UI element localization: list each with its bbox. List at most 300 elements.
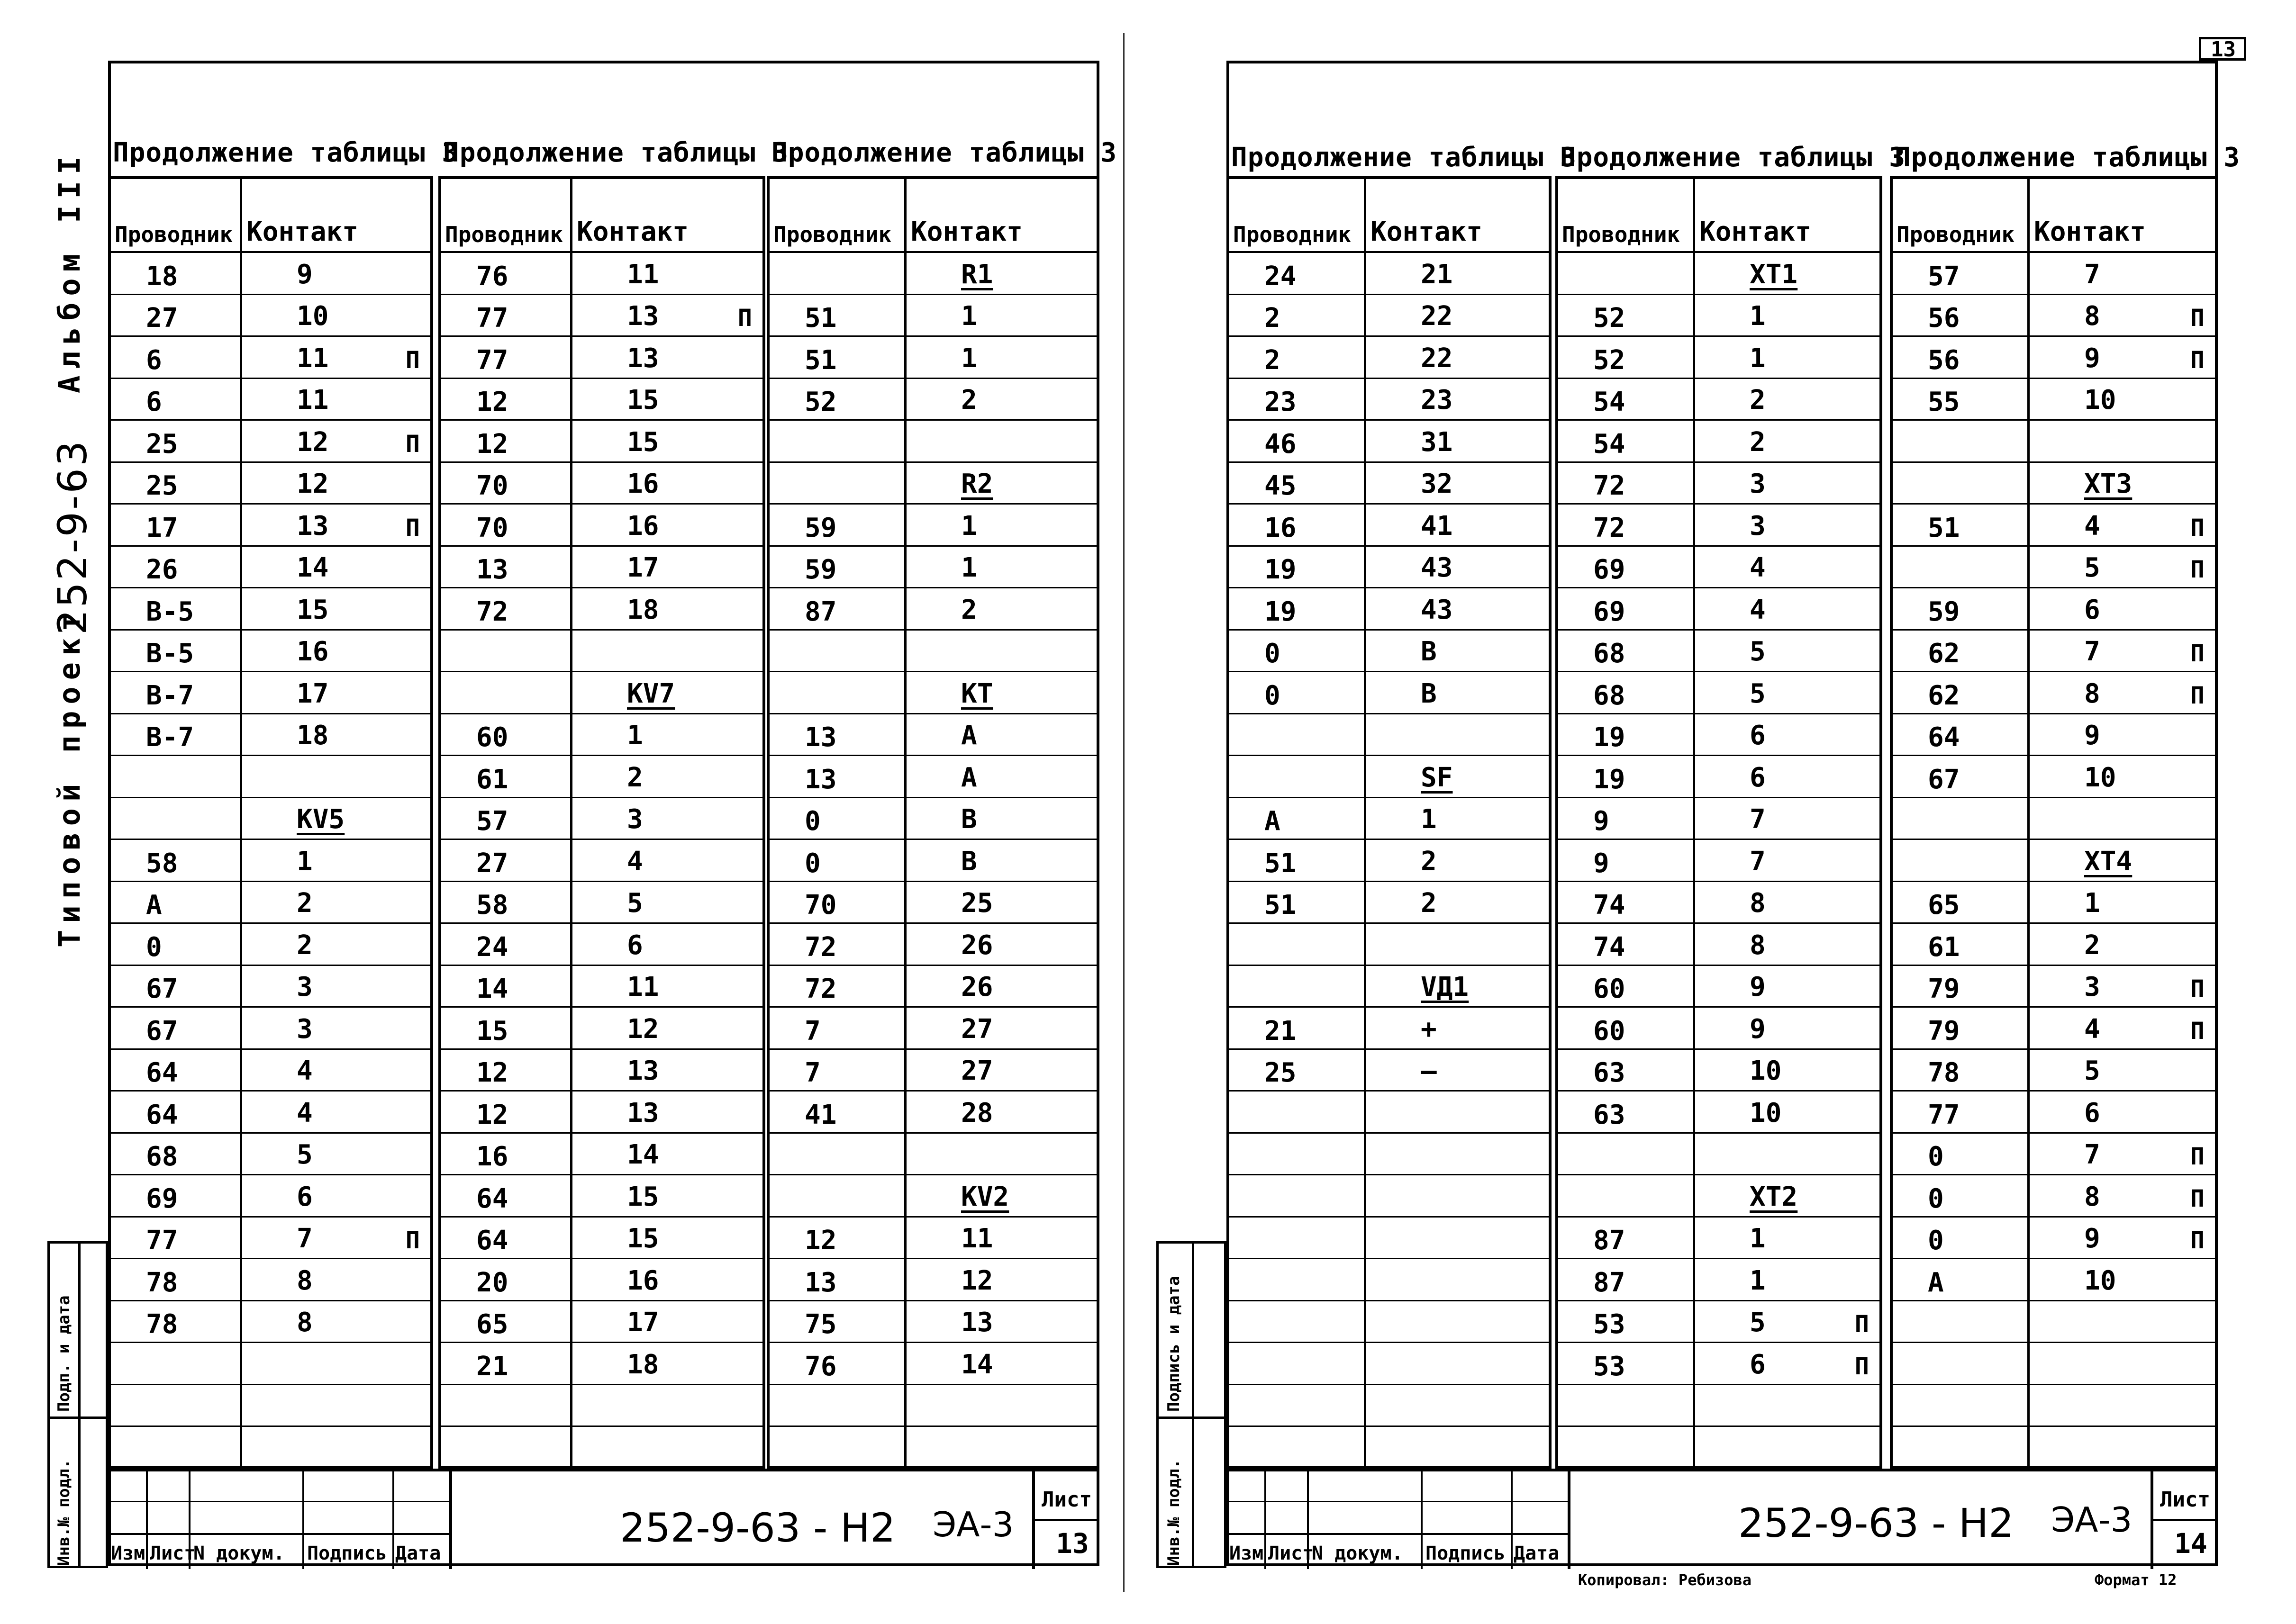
contact-value: 6 [1750,1349,1766,1380]
table-row [1890,1343,2218,1385]
contact-cell [2027,672,2218,713]
table-row [1890,295,2218,337]
conductor-cell: 60 [1593,974,1625,1004]
conductor-cell: 51 [1264,848,1297,879]
conductor-cell [767,1385,904,1426]
table-row [1555,840,1882,882]
conductor-cell: 13 [805,764,837,795]
table-title: Продолжение таблицы 3 [1231,142,1577,173]
contact-cell [240,463,433,504]
conductor-cell: 25 [146,428,178,460]
conductor-cell: 78 [146,1309,178,1340]
mark-cell: П [2190,1184,2205,1212]
contact-value: 8 [297,1265,313,1296]
table-row [1226,1218,1552,1260]
contact-value: 8 [2084,678,2100,709]
header-conductor: Проводник [115,222,233,247]
table-row [767,1385,1099,1427]
table-row [1890,1175,2218,1218]
contact-value: 16 [627,469,659,499]
conductor-cell: 64 [476,1183,508,1214]
table-row [767,1008,1099,1050]
contact-value: 18 [627,1349,659,1380]
conductor-cell: 72 [805,974,837,1004]
table-row [1226,1427,1552,1469]
conductor-cell [1890,798,2027,839]
table-row [1226,924,1552,966]
table-row [1890,672,2218,714]
contact-value: 15 [627,426,659,458]
conductor-cell: 62 [1928,680,1960,711]
contact-value: 3 [1750,469,1766,499]
contact-value: 11 [627,259,659,290]
conductor-cell: 57 [476,806,508,837]
table-row [438,295,765,337]
table-row [1890,966,2218,1008]
table-row [1890,1301,2218,1344]
conductor-cell: 13 [476,554,508,585]
conductor-cell: 53 [1593,1351,1625,1382]
table-row [438,840,765,882]
table-row [1226,840,1552,882]
mark-cell: П [2190,1143,2205,1170]
table-row [1890,1050,2218,1092]
contact-cell [1693,1259,1882,1300]
contact-value: 8 [297,1307,313,1338]
contact-cell [904,1343,1099,1384]
table-row [767,966,1099,1008]
table-row [108,337,433,379]
contact-value: XT1 [1750,259,1798,290]
contact-cell [1693,631,1882,671]
contact-cell [1693,588,1882,629]
conductor-cell: 27 [146,303,178,334]
table-title: Продолжение таблицы 3 [1895,142,2241,173]
table-row [767,1301,1099,1344]
contact-value: 10 [1750,1056,1782,1086]
table-row [767,1092,1099,1134]
conductor-cell: 19 [1264,596,1297,627]
contact-value: 1 [1750,1223,1766,1254]
conductor-cell [767,672,904,713]
contact-cell [1693,547,1882,587]
contact-value: R1 [961,259,993,290]
table-row [1226,798,1552,840]
contact-value: 1 [961,510,977,541]
table-row [108,295,433,337]
conductor-cell: 51 [805,303,837,334]
side-stamp-inv-right: Инв.№ подл. [1164,1459,1183,1566]
contact-value: 16 [627,510,659,541]
table-row [767,505,1099,547]
contact-value: 17 [627,552,659,583]
contact-cell [240,714,433,755]
header-contact: Контакт [2034,217,2146,247]
contact-value: 18 [627,594,659,625]
conductor-cell: 7 [805,1015,821,1047]
contact-value: 12 [627,1013,659,1045]
mark-cell: П [2190,975,2205,1002]
table-row [438,756,765,798]
contact-cell [904,756,1099,797]
conductor-cell: 20 [476,1267,508,1298]
table-row [108,1218,433,1260]
contact-value: 9 [297,259,313,290]
mark-cell: П [1854,1310,1869,1338]
contact-cell [570,798,765,839]
contact-cell [1364,253,1552,294]
sheet-label: Лист [1042,1488,1092,1512]
contact-value: 13 [627,1097,659,1128]
conductor-cell: 52 [805,387,837,417]
contact-cell [1364,547,1552,587]
conductor-cell: 65 [1928,890,1960,920]
conductor-cell: 53 [1593,1309,1625,1340]
contact-cell [1693,672,1882,713]
table-title: Продолжение таблицы 3 [771,137,1117,168]
conductor-cell [438,672,570,713]
conductor-cell: 87 [1593,1225,1625,1256]
contact-cell [570,1301,765,1342]
table-row [1555,1175,1882,1218]
table-row [108,505,433,547]
contact-value: 1 [961,343,977,374]
contact-cell [2027,337,2218,378]
contact-value: 11 [297,343,329,374]
table-row [1890,882,2218,924]
contact-value: 6 [297,1181,313,1212]
contact-value: 43 [1421,594,1453,625]
table-row [1555,547,1882,589]
conductor-cell: 64 [146,1057,178,1088]
contact-cell [1364,924,1552,965]
conductor-cell: 68 [1593,680,1625,711]
conductor-cell: 7 [805,1057,821,1088]
conductor-cell [108,1427,240,1468]
conductor-cell: 57 [1928,261,1960,292]
table-row [1555,1343,1882,1385]
conductor-cell [1226,966,1364,1007]
contact-cell [2027,547,2218,587]
table-row [438,337,765,379]
conductor-cell [1226,1218,1364,1258]
table-row [1555,379,1882,421]
contact-cell [570,547,765,587]
conductor-cell: 26 [146,554,178,585]
table-row [108,1385,433,1427]
conductor-cell: 0 [1264,638,1280,669]
contact-cell [570,631,765,671]
contact-cell [240,421,433,461]
conductor-cell: 13 [805,1267,837,1298]
contact-value: 15 [297,594,329,625]
conductor-cell: 0 [805,806,821,837]
table-title: Продолжение таблицы 3 [113,137,459,168]
contact-value: 5 [1750,1307,1766,1338]
header-conductor: Проводник [773,222,892,247]
contact-value: 43 [1421,552,1453,583]
contact-value: 18 [297,720,329,751]
conductor-cell: 77 [146,1225,178,1256]
table-row [1555,253,1882,295]
table-row [1890,588,2218,631]
conductor-cell: 72 [476,596,508,627]
table-row [1226,882,1552,924]
table-row [438,1134,765,1176]
contact-value: 7 [2084,636,2100,667]
contact-value: SF [1421,762,1453,793]
table-row [438,714,765,757]
conductor-cell: 69 [1593,554,1625,585]
table-row [438,1301,765,1344]
contact-value: 1 [1750,343,1766,374]
contact-value: 1 [1750,1265,1766,1296]
contact-value: 2 [627,762,643,793]
conductor-cell: 63 [1593,1099,1625,1130]
contact-value: 1 [627,720,643,751]
contact-cell [240,882,433,923]
conductor-cell [1226,1259,1364,1300]
contact-value: 10 [1750,1097,1782,1128]
contact-cell [240,1301,433,1342]
contact-cell [570,924,765,965]
contact-cell [2027,882,2218,923]
table-row [108,463,433,505]
table-row [1226,588,1552,631]
contact-cell [570,421,765,461]
table-row [108,840,433,882]
contact-cell [1364,840,1552,881]
contact-value: 3 [297,1013,313,1045]
contact-value: 22 [1421,301,1453,332]
contact-cell [240,1092,433,1132]
table-header [108,176,433,253]
table-row [1890,756,2218,798]
contact-cell [240,1343,433,1384]
section-heading [904,672,1099,713]
conductor-cell: 27 [476,848,508,879]
table-row [108,1134,433,1176]
contact-value: R2 [961,469,993,499]
conductor-cell [1226,1175,1364,1216]
table-row [438,588,765,631]
conductor-cell: 23 [1264,387,1297,417]
conductor-cell: 25 [1264,1057,1297,1088]
table-row [1226,253,1552,295]
contact-cell [1364,1259,1552,1300]
conductor-cell: 16 [1264,512,1297,543]
side-album: Альбом III [52,150,87,393]
table-row [767,798,1099,840]
contact-cell [1693,840,1882,881]
contact-cell [1693,295,1882,336]
contact-value: — [1421,1056,1437,1086]
contact-value: 15 [627,1223,659,1254]
conductor-cell [1890,1301,2027,1342]
table-row [108,1175,433,1218]
contact-value: 16 [627,1265,659,1296]
table-row [108,1092,433,1134]
table-row [1555,1385,1882,1427]
contact-value: 2 [1421,846,1437,877]
contact-value: 4 [297,1056,313,1086]
contact-value: 10 [2084,385,2116,415]
table-row [1890,1134,2218,1176]
contact-cell [1364,1008,1552,1048]
contact-value: 9 [2084,1223,2100,1254]
conductor-cell: 63 [1593,1057,1625,1088]
contact-value: 11 [961,1223,993,1254]
table-row [1890,798,2218,840]
mark-cell: П [2190,514,2205,541]
table-row [1226,1343,1552,1385]
table-row [1890,1092,2218,1134]
conductor-cell: 70 [805,890,837,920]
contact-value: 14 [297,552,329,583]
contact-cell [904,882,1099,923]
sheet-label: Лист [2160,1488,2210,1512]
contact-cell [904,631,1099,671]
conductor-cell [1226,714,1364,755]
contact-value: 10 [2084,762,2116,793]
conductor-cell: 0 [1928,1183,1944,1214]
table-row [1555,337,1882,379]
contact-value: 27 [961,1056,993,1086]
contact-value: 7 [1750,804,1766,835]
header-contact: Контакт [1699,217,1812,247]
conductor-cell: 70 [476,470,508,501]
contact-cell [1364,421,1552,461]
contact-cell [904,1385,1099,1426]
table-row [1226,631,1552,673]
header-contact: Контакт [246,217,359,247]
conductor-cell [1226,1343,1364,1384]
contact-cell [1364,505,1552,545]
conductor-cell [1555,253,1693,294]
header-conductor: Проводник [1562,222,1680,247]
contact-cell [2027,295,2218,336]
contact-value: 28 [961,1097,993,1128]
conductor-cell [1890,547,2027,587]
left-title-block [108,1469,1099,1566]
contact-value: 9 [1750,1013,1766,1045]
table-row [1555,1259,1882,1301]
table-row [438,882,765,924]
contact-cell [240,1218,433,1258]
table-row [1890,1385,2218,1427]
contact-value: 7 [2084,1139,2100,1170]
table-row [108,547,433,589]
table-row [108,588,433,631]
contact-cell [2027,1050,2218,1091]
table-row [438,1385,765,1427]
contact-cell [904,924,1099,965]
contact-cell [904,1301,1099,1342]
contact-cell [1693,379,1882,420]
contact-cell [240,379,433,420]
contact-value: 15 [627,1181,659,1212]
contact-value: 6 [2084,1097,2100,1128]
table-row [108,966,433,1008]
contact-cell [240,631,433,671]
conductor-cell: 12 [476,428,508,460]
conductor-cell: 41 [805,1099,837,1130]
conductor-cell: 21 [476,1351,508,1382]
contact-cell [570,1092,765,1132]
conductor-cell [1226,1427,1364,1468]
contact-cell [570,1259,765,1300]
side-stamp-sign-right: Подпись и дата [1164,1276,1183,1412]
table-row [1890,253,2218,295]
contact-cell [570,714,765,755]
table-row [438,505,765,547]
conductor-cell: 19 [1593,722,1625,753]
conductor-cell: 60 [476,722,508,753]
mark-cell: П [2190,1227,2205,1254]
contact-cell [1693,1343,1882,1384]
table-row [1555,1301,1882,1344]
contact-cell [240,1134,433,1174]
mark-cell: П [1854,1352,1869,1380]
conductor-cell: 55 [1928,387,1960,417]
conductor-cell: 60 [1593,1015,1625,1047]
conductor-cell [438,1385,570,1426]
table-row [108,714,433,757]
table-row [438,253,765,295]
mark-cell: П [405,346,420,374]
contact-cell [2027,631,2218,671]
contact-cell [240,756,433,797]
table-row [1555,1008,1882,1050]
table-row [438,421,765,463]
contact-cell [1693,463,1882,504]
table-row [438,1050,765,1092]
table-row [438,1218,765,1260]
contact-cell [2027,756,2218,797]
table-row [438,1259,765,1301]
table-row [438,379,765,421]
table-row [1890,547,2218,589]
contact-cell [2027,1259,2218,1300]
conductor-cell: 69 [1593,596,1625,627]
conductor-cell: 74 [1593,890,1625,920]
conductor-cell: 79 [1928,1015,1960,1047]
contact-cell [2027,1134,2218,1174]
mark-cell: П [737,304,752,332]
conductor-cell: А [1264,806,1280,837]
contact-cell [570,1385,765,1426]
conductor-cell: 67 [146,1015,178,1047]
mark-cell: П [2190,640,2205,667]
conductor-cell: 24 [476,931,508,963]
table-row [1226,463,1552,505]
conductor-cell: 76 [476,261,508,292]
fold-line [1123,33,1125,1592]
contact-cell [240,1175,433,1216]
table-row [1890,924,2218,966]
conductor-cell [108,756,240,797]
table-row [1890,505,2218,547]
conductor-cell: 77 [476,303,508,334]
conductor-cell: 24 [1264,261,1297,292]
contact-value: 9 [2084,343,2100,374]
conductor-cell: 21 [1264,1015,1297,1047]
contact-value: 25 [961,888,993,919]
section-heading [904,253,1099,294]
contact-cell [570,1175,765,1216]
header-conductor: Проводник [445,222,563,247]
conductor-cell: В-7 [146,680,194,711]
